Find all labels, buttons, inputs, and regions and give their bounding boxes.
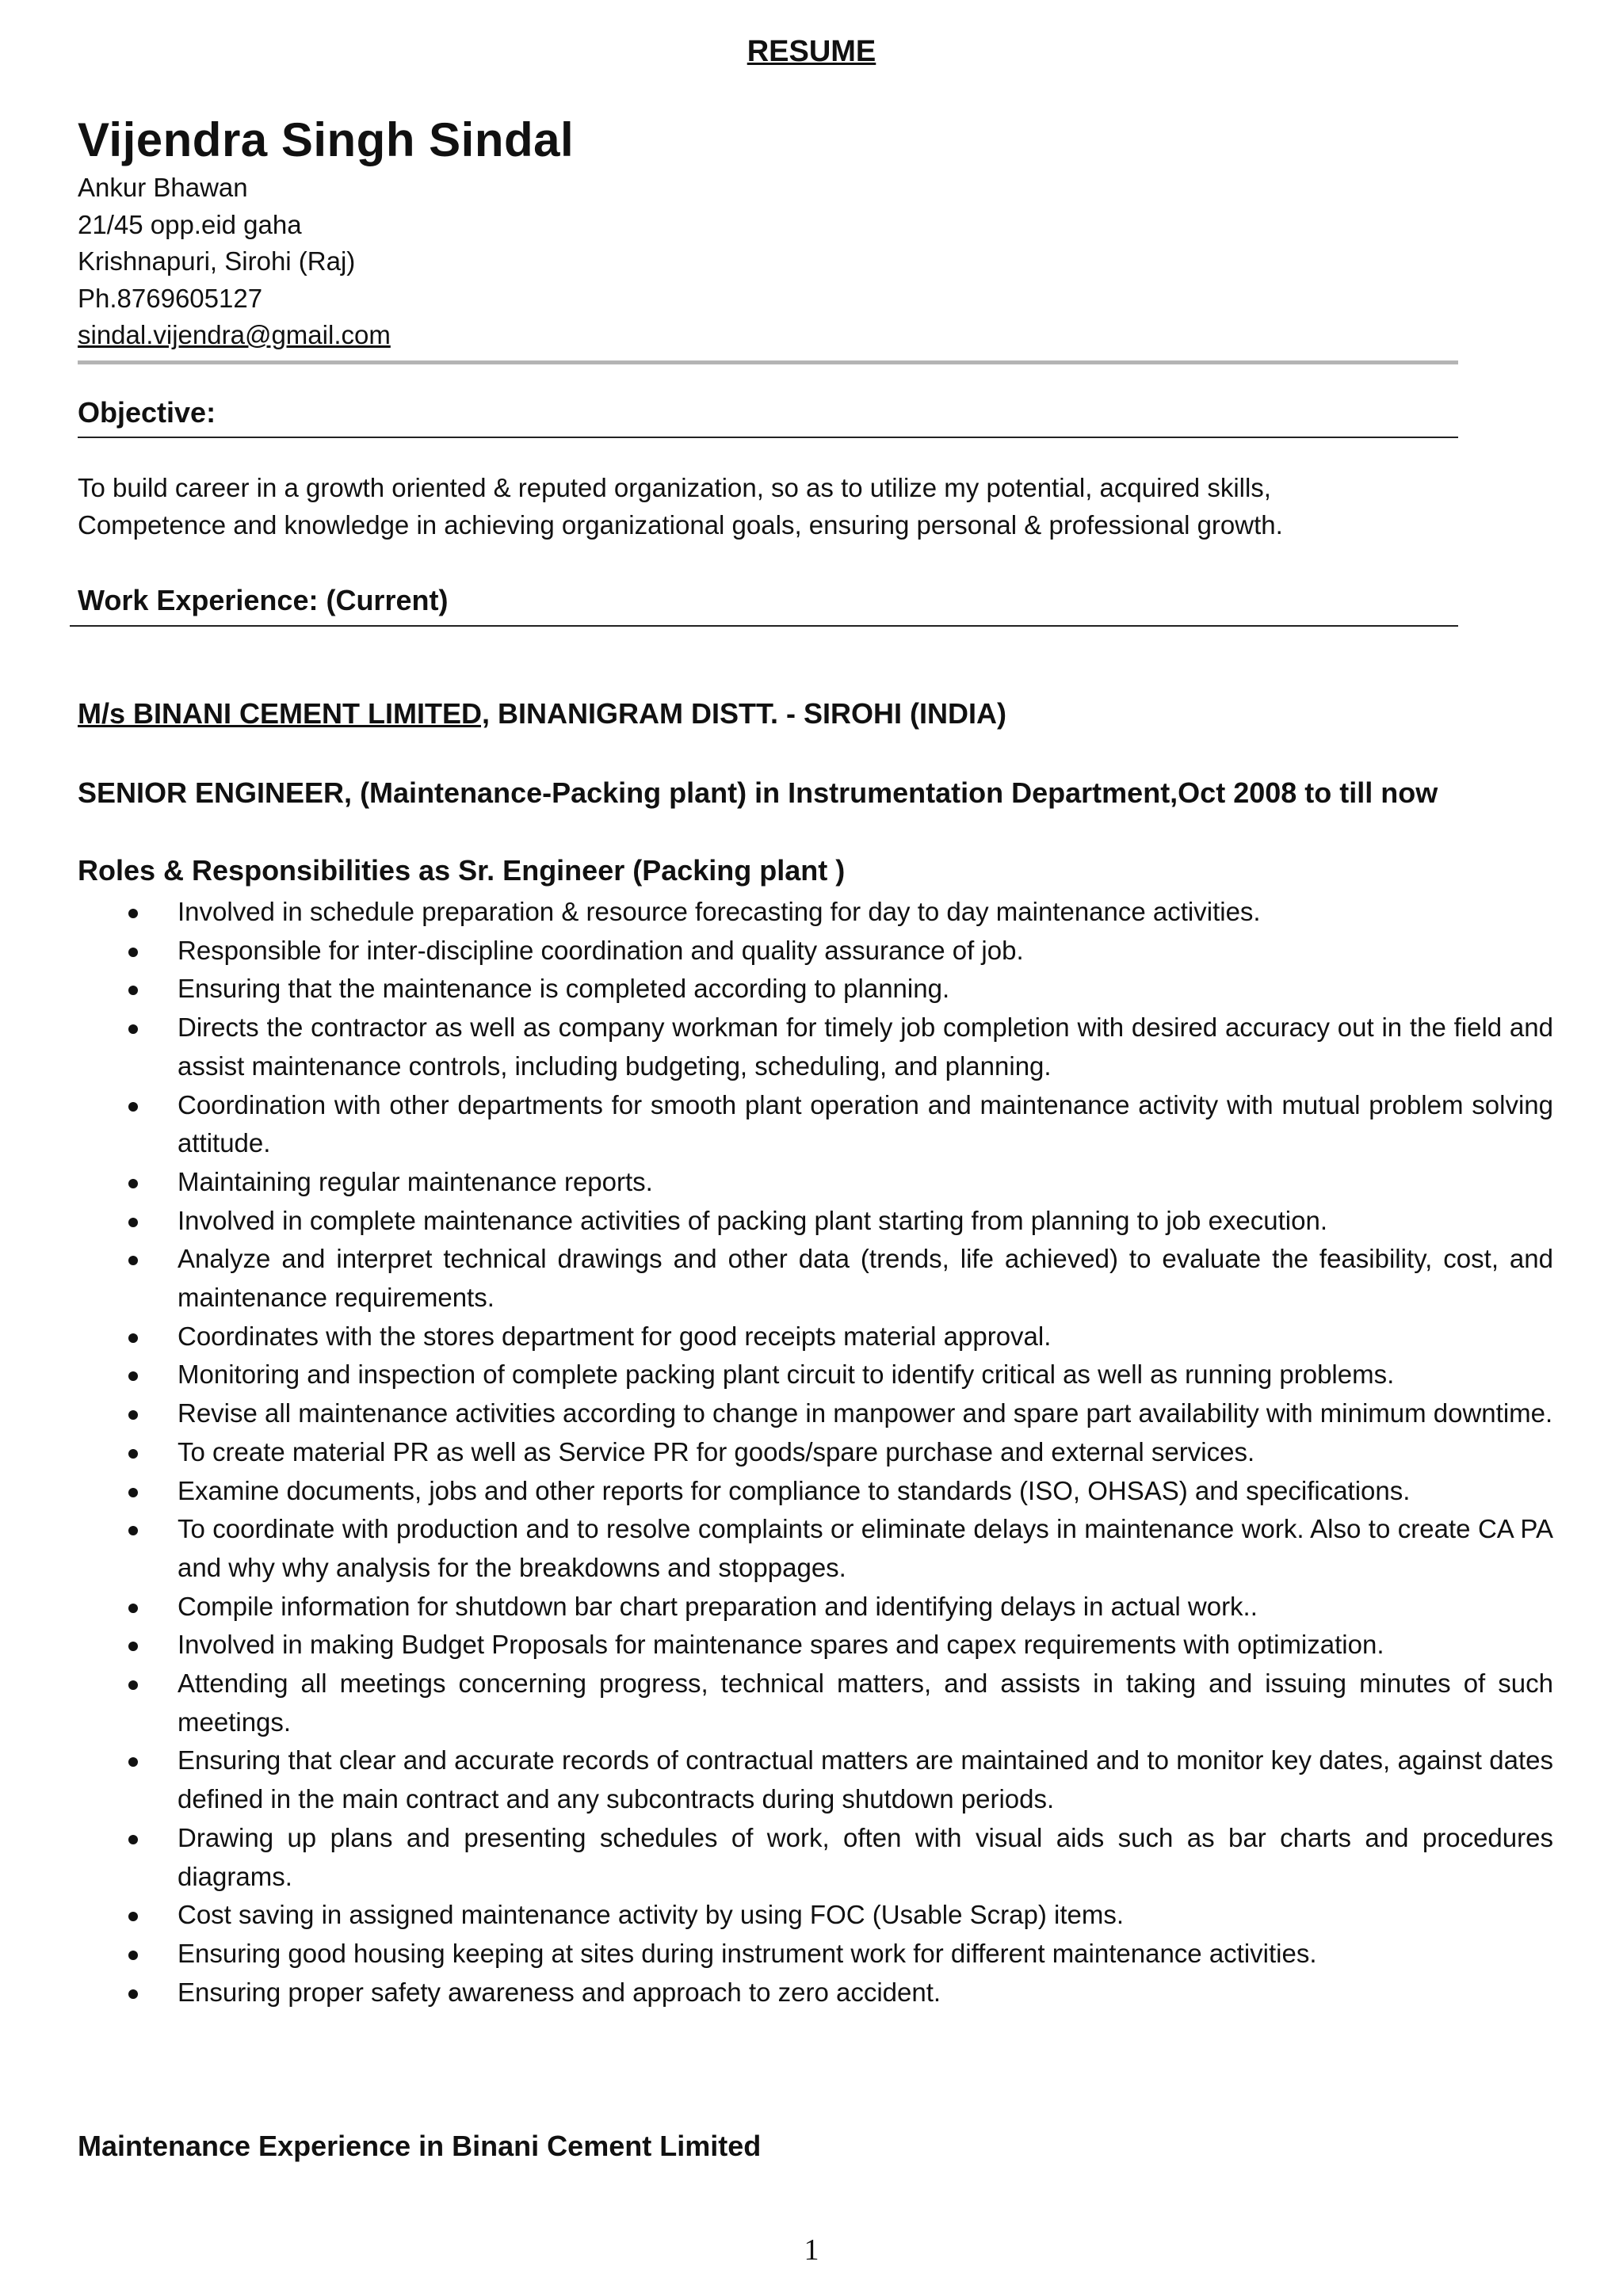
bullet-icon [128,1642,138,1651]
roles-list [0,893,1623,2012]
bullet-icon [128,1449,138,1459]
work-experience-divider [70,625,1458,627]
list-item: Cost saving in assigned maintenance activity by using FOC (Usable Scrap) items. [0,1896,1553,1935]
bullet-icon [128,1757,138,1767]
list-item: Ensuring that clear and accurate records of contractual matters are maintained and to monitor key dates, against dates defined in the main contract and any subcontracts during shutdown periods. [0,1741,1553,1818]
bullet-icon [128,1989,138,1999]
bullet-icon [128,1102,138,1112]
email-link[interactable]: sindal.vijendra@gmail.com [78,320,391,349]
list-item: Involved in complete maintenance activities of packing plant starting from planning to job execution. [0,1202,1553,1241]
bullet-icon [128,1912,138,1921]
list-item: Monitoring and inspection of complete packing plant circuit to identify critical as well as running problems. [0,1356,1553,1394]
address-line-2: 21/45 opp.eid gaha [78,209,302,239]
list-item: Involved in making Budget Proposals for maintenance spares and capex requirements with optimization. [0,1626,1553,1665]
company-location: BINANIGRAM DISTT. - SIROHI (INDIA) [490,697,1006,730]
list-item: Ensuring that the maintenance is completed according to planning. [0,970,1553,1009]
list-item: Coordination with other departments for smooth plant operation and maintenance activity with mutual problem solving attitude. [0,1086,1553,1163]
list-item: To create material PR as well as Service PR for goods/spare purchase and external services. [0,1433,1553,1472]
bullet-icon [128,1218,138,1227]
objective-line-2: Competence and knowledge in achieving organizational goals, ensuring personal & professional growth. [78,509,1283,540]
bullet-icon [128,948,138,957]
bullet-icon [128,1256,138,1265]
position-title: SENIOR ENGINEER, (Maintenance-Packing plant) in Instrumentation Department,Oct 2008 to till now [78,776,1438,809]
address-line-3: Krishnapuri, Sirohi (Raj) [78,246,356,276]
contact-block [78,170,391,354]
phone-number: Ph.8769605127 [78,283,263,313]
bullet-icon [128,1024,138,1034]
work-experience-heading: Work Experience: (Current) [78,584,449,616]
list-item: Revise all maintenance activities according to change in manpower and spare part availability with minimum downtime. [0,1394,1553,1433]
list-item: Ensuring proper safety awareness and approach to zero accident. [0,1974,1553,2012]
bullet-icon [128,1951,138,1960]
list-item: Responsible for inter-discipline coordination and quality assurance of job. [0,932,1553,971]
header-divider [78,360,1458,364]
roles-heading: Roles & Responsibilities as Sr. Engineer (Packing plant ) [78,854,846,887]
list-item: Directs the contractor as well as company workman for timely job completion with desired accuracy out in the field and assist maintenance controls, including budgeting, scheduling, and planning. [0,1009,1553,1085]
bullet-icon [128,909,138,918]
bullet-icon [128,1835,138,1844]
bullet-icon [128,1488,138,1497]
list-item: Compile information for shutdown bar chart preparation and identifying delays in actual work.. [0,1588,1553,1627]
list-item: Involved in schedule preparation & resource forecasting for day to day maintenance activities. [0,893,1553,932]
list-item: Attending all meetings concerning progress, technical matters, and assists in taking and issuing minutes of such meetings. [0,1665,1553,1741]
list-item: Coordinates with the stores department for good receipts material approval. [0,1318,1553,1356]
company-name-underlined: M/s BINANI CEMENT LIMITED, [78,697,490,730]
page-number: 1 [804,2233,819,2267]
objective-text [78,470,1472,543]
bullet-icon [128,1680,138,1690]
bullet-icon [128,1526,138,1535]
address-line-1: Ankur Bhawan [78,173,248,202]
candidate-name: Vijendra Singh Sindal [78,113,575,166]
company-name [78,697,1006,730]
document-title: RESUME [747,35,876,68]
bullet-icon [128,1333,138,1343]
list-item: Analyze and interpret technical drawings and other data (trends, life achieved) to evaluate the feasibility, cost, and maintenance requirements. [0,1240,1553,1317]
list-item: Examine documents, jobs and other reports for compliance to standards (ISO, OHSAS) and specifications. [0,1472,1553,1511]
bullet-icon [128,1371,138,1381]
bullet-icon [128,1410,138,1420]
objective-line-1: To build career in a growth oriented & reputed organization, so as to utilize my potential, acquired skills, [78,473,1271,502]
bullet-icon [128,1604,138,1613]
list-item: To coordinate with production and to resolve complaints or eliminate delays in maintenance work. Also to create CA PA and why why analysis for the breakdowns and stoppages. [0,1510,1553,1587]
objective-heading: Objective: [78,396,216,429]
list-item: Ensuring good housing keeping at sites during instrument work for different maintenance activities. [0,1935,1553,1974]
maintenance-experience-heading: Maintenance Experience in Binani Cement Limited [78,2130,762,2162]
objective-divider [78,437,1458,438]
list-item: Maintaining regular maintenance reports. [0,1163,1553,1202]
list-item: Drawing up plans and presenting schedules of work, often with visual aids such as bar charts and procedures diagrams. [0,1819,1553,1896]
bullet-icon [128,986,138,995]
bullet-icon [128,1179,138,1188]
